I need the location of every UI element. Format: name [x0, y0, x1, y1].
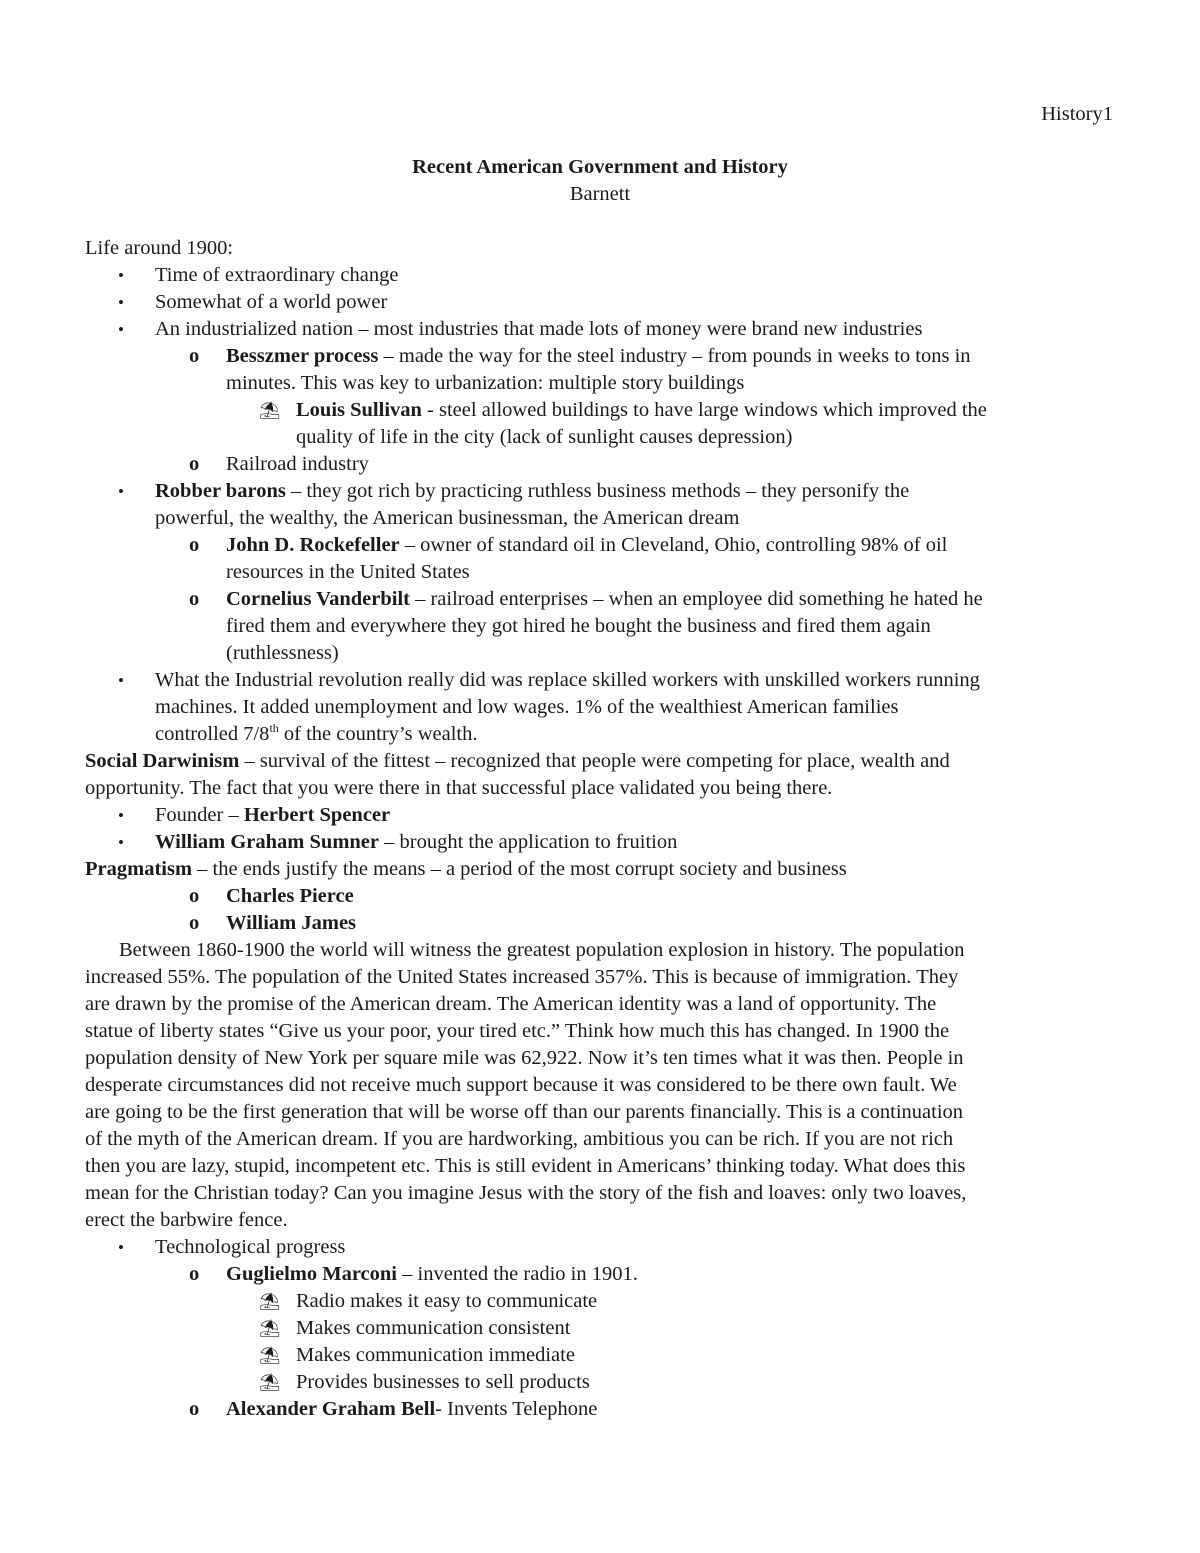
sub-bullet-item	[85, 1261, 1115, 1288]
term: Robber barons	[155, 480, 286, 502]
text: minutes. This was key to urbanization: multiple story buildings	[226, 372, 745, 394]
bullet-icon: •	[118, 833, 124, 852]
term: Pragmatism	[85, 858, 193, 880]
sub-bullet-item	[85, 451, 1115, 478]
text: powerful, the wealthy, the American businessman, the American dream	[155, 507, 740, 529]
term: Herbert Spencer	[243, 804, 391, 826]
text: – brought the application to fruition	[379, 831, 678, 853]
text: are drawn by the promise of the American dream. The American identity was a land of opportunity. The	[85, 993, 937, 1015]
continuation-line	[85, 613, 1115, 640]
text: resources in the United States	[226, 561, 470, 583]
text: of the country’s wealth.	[278, 723, 478, 745]
text: Railroad industry	[226, 453, 369, 475]
text: Makes communication immediate	[296, 1344, 575, 1366]
square-bullet-icon: ⛱	[259, 1292, 281, 1311]
document-title: Recent American Government and History	[412, 156, 788, 178]
square-bullet-icon: ⛱	[259, 1319, 281, 1338]
term: John D. Rockefeller	[226, 534, 400, 556]
text: fired them and everywhere they got hired he bought the business and fired them again	[226, 615, 931, 637]
sub-sub-bullet-item	[85, 1369, 1115, 1396]
text: increased 55%. The population of the United States increased 357%. This is because of immigration. They	[85, 966, 959, 988]
text: opportunity. The fact that you were there in that successful place validated you being there.	[85, 777, 833, 799]
text: (ruthlessness)	[226, 642, 339, 664]
paragraph-line	[85, 1153, 1115, 1180]
text: erect the barbwire fence.	[85, 1209, 288, 1231]
text: Time of extraordinary change	[155, 264, 399, 286]
text: controlled 7/8	[155, 723, 270, 745]
section-heading	[85, 235, 1115, 262]
paragraph-line	[85, 856, 1115, 883]
paragraph-line	[85, 964, 1115, 991]
circle-bullet-icon: o	[189, 912, 200, 934]
text: statue of liberty states “Give us your poor, your tired etc.” Think how much this has changed. In 1900 the	[85, 1020, 950, 1042]
sub-bullet-item	[85, 586, 1115, 613]
bullet-icon: •	[118, 671, 124, 690]
text: – railroad enterprises – when an employee did something he hated he	[409, 588, 983, 610]
text: desperate circumstances did not receive much support because it was considered to be there own fault. We	[85, 1074, 957, 1096]
bullet-item	[85, 262, 1115, 289]
term: Social Darwinism	[85, 750, 240, 772]
text: of the myth of the American dream. If you are hardworking, ambitious you can be rich. If you are not rich	[85, 1128, 954, 1150]
sub-sub-bullet-item	[85, 397, 1115, 424]
text: – they got rich by practicing ruthless business methods – they personify the	[285, 480, 910, 502]
bullet-item	[85, 289, 1115, 316]
text: Makes communication consistent	[296, 1317, 571, 1339]
circle-bullet-icon: o	[189, 1398, 200, 1420]
bullet-icon: •	[118, 293, 124, 312]
paragraph-line	[85, 1126, 1115, 1153]
term: Louis Sullivan	[296, 399, 422, 421]
square-bullet-icon: ⛱	[259, 401, 281, 420]
square-bullet-icon: ⛱	[259, 1346, 281, 1365]
paragraph-line	[85, 937, 1115, 964]
term: Charles Pierce	[226, 885, 354, 907]
paragraph-line	[85, 991, 1115, 1018]
continuation-line	[85, 505, 1115, 532]
text: - Invents Telephone	[435, 1398, 598, 1420]
bullet-icon: •	[118, 266, 124, 285]
paragraph-line	[85, 1099, 1115, 1126]
text: – made the way for the steel industry – from pounds in weeks to tons in	[378, 345, 971, 367]
term: Cornelius Vanderbilt	[226, 588, 410, 610]
text: Between 1860-1900 the world will witness the greatest population explosion in history. The population	[119, 939, 965, 961]
text: Provides businesses to sell products	[296, 1371, 590, 1393]
bullet-icon: •	[118, 1238, 124, 1257]
text: – survival of the fittest – recognized that people were competing for place, wealth and	[239, 750, 950, 772]
sub-bullet-item	[85, 343, 1115, 370]
circle-bullet-icon: o	[189, 534, 200, 556]
text: An industrialized nation – most industries that made lots of money were brand new industries	[155, 318, 923, 340]
term: Alexander Graham Bell	[226, 1398, 436, 1420]
text: – owner of standard oil in Cleveland, Ohio, controlling 98% of oil	[399, 534, 948, 556]
bullet-icon: •	[118, 320, 124, 339]
continuation-line	[85, 424, 1115, 451]
bullet-item	[85, 1234, 1115, 1261]
text: then you are lazy, stupid, incompetent etc. This is still evident in Americans’ thinking today. What does this	[85, 1155, 966, 1177]
page-header-label: History1	[1041, 103, 1113, 125]
paragraph-line	[85, 1180, 1115, 1207]
paragraph-line	[85, 1072, 1115, 1099]
term: William Graham Sumner	[155, 831, 379, 853]
text: are going to be the first generation that will be worse off than our parents financially. This is a continuation	[85, 1101, 964, 1123]
notes-body	[85, 235, 1115, 1423]
text: Somewhat of a world power	[155, 291, 388, 313]
circle-bullet-icon: o	[189, 885, 200, 907]
paragraph-line	[85, 1018, 1115, 1045]
text: mean for the Christian today? Can you imagine Jesus with the story of the fish and loaves: only two loaves,	[85, 1182, 967, 1204]
square-bullet-icon: ⛱	[259, 1373, 281, 1392]
sub-bullet-item	[85, 910, 1115, 937]
sub-bullet-item	[85, 883, 1115, 910]
circle-bullet-icon: o	[189, 345, 200, 367]
bullet-item	[85, 667, 1115, 694]
bullet-item	[85, 829, 1115, 856]
sub-bullet-item	[85, 1396, 1115, 1423]
term: Besszmer process	[226, 345, 379, 367]
bullet-item	[85, 802, 1115, 829]
bullet-item	[85, 478, 1115, 505]
text: population density of New York per square mile was 62,922. Now it’s ten times what it was then. People in	[85, 1047, 964, 1069]
bullet-icon: •	[118, 806, 124, 825]
continuation-line	[85, 694, 1115, 721]
continuation-line	[85, 370, 1115, 397]
term: Guglielmo Marconi	[226, 1263, 398, 1285]
text: – invented the radio in 1901.	[397, 1263, 638, 1285]
bullet-icon: •	[118, 482, 124, 501]
superscript: th	[269, 721, 279, 736]
bullet-item	[85, 316, 1115, 343]
continuation-line	[85, 721, 1115, 748]
paragraph-line	[85, 748, 1115, 775]
sub-sub-bullet-item	[85, 1288, 1115, 1315]
text: – the ends justify the means – a period of the most corrupt society and business	[192, 858, 847, 880]
continuation-line	[85, 640, 1115, 667]
document-author: Barnett	[569, 183, 631, 205]
text: quality of life in the city (lack of sunlight causes depression)	[296, 426, 793, 448]
text: Founder –	[155, 804, 244, 826]
text: Technological progress	[155, 1236, 346, 1258]
term: William James	[226, 912, 357, 934]
paragraph-line	[85, 1207, 1115, 1234]
sub-bullet-item	[85, 532, 1115, 559]
text: machines. It added unemployment and low wages. 1% of the wealthiest American families	[155, 696, 899, 718]
continuation-line	[85, 559, 1115, 586]
circle-bullet-icon: o	[189, 588, 200, 610]
text: What the Industrial revolution really did was replace skilled workers with unskilled workers running	[155, 669, 980, 691]
paragraph-line	[85, 775, 1115, 802]
text: Radio makes it easy to communicate	[296, 1290, 598, 1312]
sub-sub-bullet-item	[85, 1315, 1115, 1342]
text: Life around 1900:	[85, 237, 234, 259]
circle-bullet-icon: o	[189, 1263, 200, 1285]
sub-sub-bullet-item	[85, 1342, 1115, 1369]
text: - steel allowed buildings to have large windows which improved the	[421, 399, 987, 421]
paragraph-line	[85, 1045, 1115, 1072]
circle-bullet-icon: o	[189, 453, 200, 475]
